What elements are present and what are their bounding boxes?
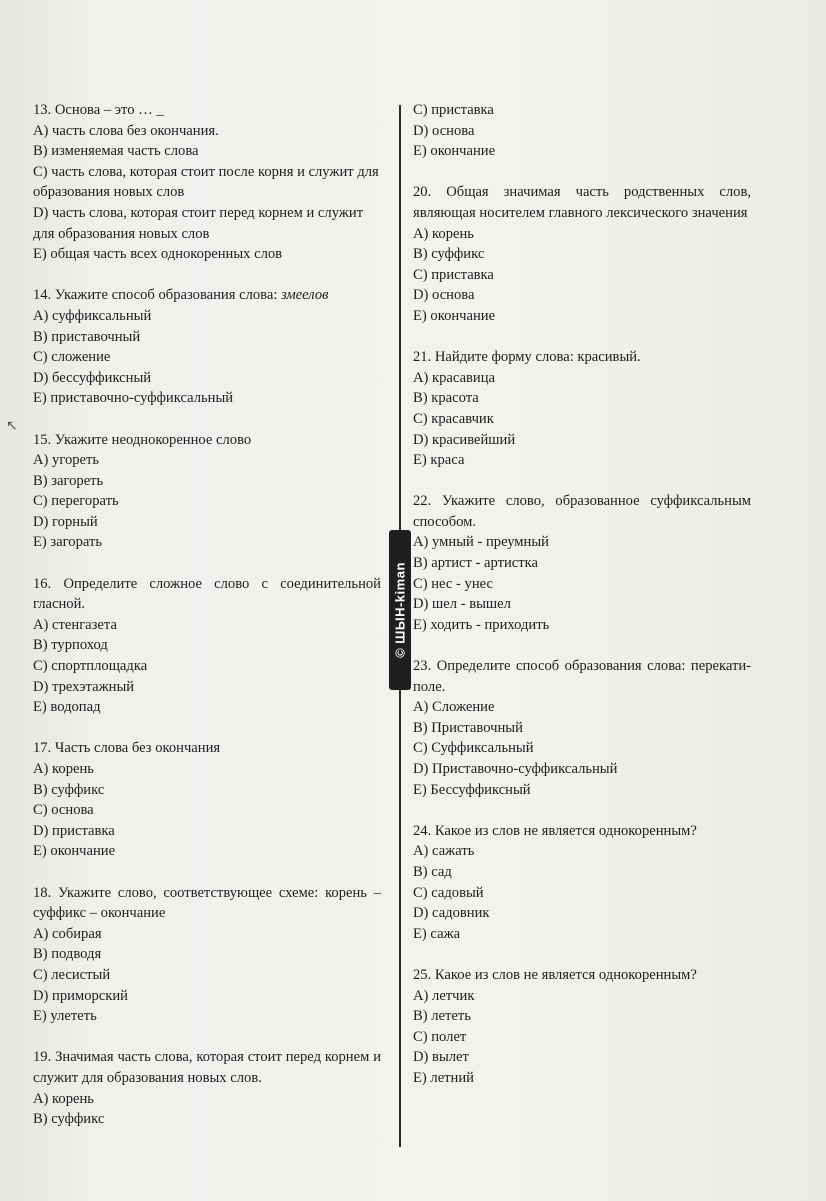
question-label: 16. Определите сложное слово с соединительной гласной.: [33, 575, 381, 613]
answer-option: A) корень: [413, 225, 474, 242]
question-label: 19. Значимая часть слова, которая стоит перед корнем и служит для образования новых слов.: [33, 1049, 381, 1086]
answer-option: B) изменяемая часть слова: [33, 143, 199, 160]
answer-option: C) сложение: [33, 349, 111, 366]
answer-option: D) бессуффиксный: [33, 369, 152, 386]
answer-option: B) загореть: [33, 472, 104, 489]
answer-option: D) горный: [33, 513, 98, 530]
question-text: [413, 182, 751, 223]
answer-option: A) угореть: [33, 452, 100, 469]
answer-option: D) шел - вышел: [413, 596, 511, 613]
watermark-stamp: [389, 530, 411, 690]
answer-option: D) приморский: [33, 987, 128, 1004]
answer-option: A) собирая: [33, 925, 102, 942]
question-text: [33, 100, 381, 121]
question-block: [33, 100, 381, 265]
question-text: [33, 1047, 381, 1088]
answer-option: B) суффикс: [33, 781, 105, 798]
question-block: [413, 656, 751, 800]
answer-option: E) ходить - приходить: [413, 616, 550, 633]
answer-option: D) приставка: [33, 822, 115, 839]
answer-option: C) приставка: [413, 266, 494, 283]
question-text: [413, 656, 751, 697]
margin-mark-icon: ↖: [6, 418, 18, 434]
answer-option: E) приставочно-суффиксальный: [33, 390, 234, 407]
answer-option: D) основа: [413, 287, 475, 304]
question-text: [33, 883, 381, 924]
question-label: 20. Общая значимая часть родственных слов, являющая носителем главного лексического значения: [413, 184, 751, 221]
question-block: [413, 965, 751, 1089]
answer-option: E) сажа: [413, 925, 461, 942]
answer-option: A) сажать: [413, 843, 475, 860]
left-column: [33, 100, 381, 1150]
question-label: 25. Какое из слов не является однокоренным?: [413, 966, 697, 983]
answer-option: A) красавица: [413, 369, 496, 386]
question-label: 24. Какое из слов не является однокоренным?: [413, 822, 697, 839]
answer-option: B) Приставочный: [413, 719, 523, 736]
question-block: [413, 347, 751, 471]
question-block: [33, 883, 381, 1027]
answer-option: A) умный - преумный: [413, 534, 549, 551]
answer-option: E) окончание: [413, 307, 496, 324]
answer-option: A) Сложение: [413, 699, 495, 716]
question-block: [33, 1047, 381, 1129]
answer-option: E) общая часть всех однокоренных слов: [33, 246, 283, 263]
answer-option: C) нес - унес: [413, 575, 493, 592]
question-text: [413, 491, 751, 532]
answer-option: C) приставка: [413, 102, 494, 118]
question-text: [33, 285, 381, 306]
answer-option: D) трехэтажный: [33, 678, 135, 695]
answer-option: B) сад: [413, 863, 452, 880]
answer-option: E) окончание: [33, 843, 116, 860]
answer-option: B) красота: [413, 390, 479, 407]
question-text: [413, 821, 751, 842]
question-label: 23. Определите способ образования слова: перекати-поле.: [413, 658, 751, 695]
answer-option: D) садовник: [413, 905, 490, 922]
answer-option: A) суффиксальный: [33, 307, 152, 324]
answer-option: D) часть слова, которая стоит перед корнем и служит для образования новых слов: [33, 204, 364, 242]
answer-option: C) лесистый: [33, 966, 111, 983]
answer-option: C) полет: [413, 1028, 467, 1045]
answer-option: D) вылет: [413, 1049, 469, 1066]
answer-option: D) красивейший: [413, 431, 516, 448]
question-word: змеелов: [281, 287, 329, 304]
answer-option: C) часть слова, которая стоит после корня и служит для образования новых слов: [33, 163, 379, 201]
answer-option: E) загорать: [33, 534, 103, 551]
answer-option: A) корень: [33, 761, 94, 777]
answer-option: A) летчик: [413, 987, 475, 1004]
answer-option: C) перегорать: [33, 493, 119, 510]
question-label: 18. Укажите слово, соответствующее схеме: корень – суффикс – окончание: [33, 884, 381, 922]
question-label: 21. Найдите форму слова: красивый.: [413, 349, 641, 366]
question-block: [33, 285, 381, 409]
answer-option: C) основа: [33, 802, 94, 819]
question-block: [413, 100, 751, 162]
answer-option: C) красавчик: [413, 410, 494, 427]
question-block: [33, 574, 381, 718]
answer-option: E) улететь: [33, 1008, 97, 1025]
question-block: [413, 491, 751, 635]
question-text: [33, 574, 381, 615]
answer-option: C) спортплощадка: [33, 658, 148, 675]
question-block: [413, 821, 751, 945]
answer-option: D) Приставочно-суффиксальный: [413, 761, 618, 777]
answer-option: B) суффикс: [33, 1111, 105, 1128]
answer-option: A) стенгазета: [33, 616, 117, 633]
answer-option: B) приставочный: [33, 328, 141, 345]
question-label: 22. Укажите слово, образованное суффиксальным способом.: [413, 493, 751, 530]
question-text: [413, 347, 751, 368]
watermark-text: © ШЫН-kiman: [392, 562, 408, 658]
answer-option: A) часть слова без окончания.: [33, 122, 219, 139]
answer-option: B) суффикс: [413, 246, 485, 263]
question-text: [413, 965, 751, 986]
answer-option: A) корень: [33, 1090, 94, 1107]
answer-option: B) подводя: [33, 946, 102, 963]
answer-option: D) основа: [413, 122, 475, 139]
question-text: [33, 430, 381, 451]
question-text: [33, 738, 381, 759]
question-label: 15. Укажите неоднокоренное слово: [33, 431, 252, 448]
question-label: 14. Укажите способ образования слова:: [33, 287, 278, 304]
question-block: [413, 182, 751, 326]
question-label: 13. Основа – это … _: [33, 102, 164, 118]
answer-option: E) краса: [413, 452, 465, 469]
right-column: [413, 100, 751, 1109]
answer-option: E) Бессуффиксный: [413, 781, 531, 798]
answer-option: B) турпоход: [33, 637, 108, 654]
answer-option: C) Суффиксальный: [413, 740, 534, 757]
answer-option: E) летний: [413, 1069, 474, 1086]
question-block: [33, 430, 381, 554]
answer-option: B) лететь: [413, 1008, 471, 1025]
question-block: [33, 738, 381, 862]
answer-option: B) артист - артистка: [413, 555, 538, 572]
answer-option: E) водопад: [33, 699, 101, 716]
question-label: 17. Часть слова без окончания: [33, 740, 221, 757]
answer-option: C) садовый: [413, 884, 484, 901]
answer-option: E) окончание: [413, 143, 496, 160]
